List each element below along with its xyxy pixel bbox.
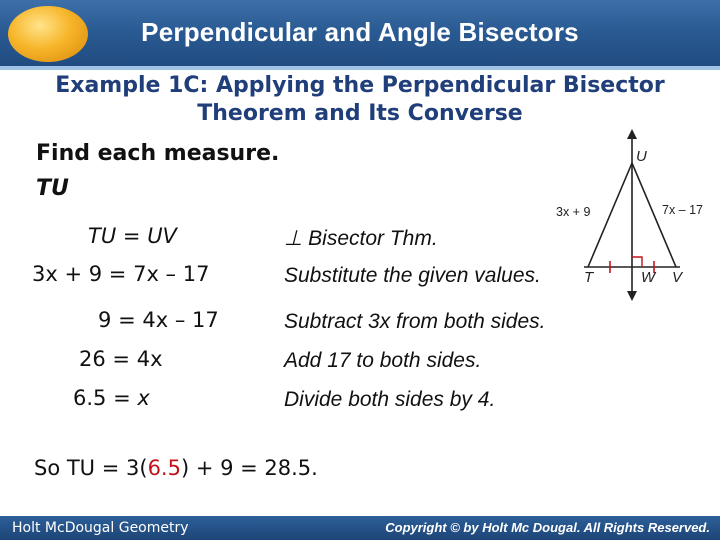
label-t: T	[584, 269, 594, 286]
step-5-lhs: 6.5	[73, 386, 107, 410]
instruction-text: Find each measure.	[36, 141, 280, 166]
footer-copyright: Copyright © by Holt Mc Dougal. All Rights Reserved.	[385, 520, 710, 535]
step-2-rhs: 7x – 17	[133, 262, 210, 286]
perpendicular-bisector-diagram	[540, 125, 720, 305]
header-stripe	[0, 66, 720, 70]
segment-tu	[588, 163, 632, 267]
step-5-eq: =	[113, 386, 131, 410]
bisector-bottom-arrow-icon	[627, 291, 637, 301]
step-2-eq: =	[108, 262, 127, 286]
slide-title: Perpendicular and Angle Bisectors	[141, 17, 579, 47]
step-4-lhs: 26	[79, 347, 106, 371]
perpendicular-symbol-icon: ⊥	[284, 227, 303, 250]
label-3x-plus-9: 3x + 9	[556, 205, 591, 219]
bisector-top-arrow-icon	[627, 129, 637, 139]
step-2-reason: Substitute the given values.	[284, 264, 541, 287]
right-angle-marker	[632, 257, 642, 267]
step-3-reason: Subtract 3x from both sides.	[284, 310, 546, 333]
example-title-line1: Example 1C: Applying the Perpendicular Bisector	[55, 73, 665, 98]
label-v: V	[672, 269, 683, 286]
conclusion-text	[34, 456, 318, 480]
conclusion-highlight: 6.5	[147, 456, 181, 480]
step-2-lhs: 3x + 9	[32, 262, 103, 286]
quantity-label: TU	[36, 176, 69, 201]
conclusion-suffix: ) + 9 = 28.5.	[180, 456, 318, 480]
footer-bar	[0, 516, 720, 540]
step-3-eq: =	[118, 308, 136, 332]
header-bar	[0, 0, 720, 70]
step-3-equation	[98, 308, 219, 332]
label-7x-minus-17: 7x – 17	[662, 203, 704, 217]
label-w: W	[641, 269, 656, 286]
step-4-reason: Add 17 to both sides.	[284, 349, 482, 372]
step-5-rhs: x	[137, 386, 150, 410]
step-5-equation	[73, 386, 150, 410]
step-3-rhs: 4x – 17	[142, 308, 219, 332]
step-1-lhs: TU	[88, 224, 117, 248]
step-4-eq: =	[112, 347, 131, 371]
step-1-reason-text: Bisector Thm.	[308, 227, 438, 250]
step-5-reason: Divide both sides by 4.	[284, 388, 496, 411]
step-3-lhs: 9	[98, 308, 112, 332]
step-4-rhs: 4x	[136, 347, 163, 371]
step-1-eq: =	[122, 224, 141, 248]
footer-publisher: Holt McDougal Geometry	[12, 520, 189, 536]
step-4-equation	[79, 347, 163, 371]
conclusion-prefix: So TU = 3(	[34, 456, 148, 480]
example-title-line2: Theorem and Its Converse	[197, 101, 523, 126]
step-1-reason	[284, 226, 438, 251]
step-2-equation	[32, 262, 209, 286]
step-1-rhs: UV	[147, 224, 177, 248]
example-title	[0, 72, 720, 128]
step-1-equation	[88, 224, 177, 248]
label-u: U	[636, 148, 647, 165]
